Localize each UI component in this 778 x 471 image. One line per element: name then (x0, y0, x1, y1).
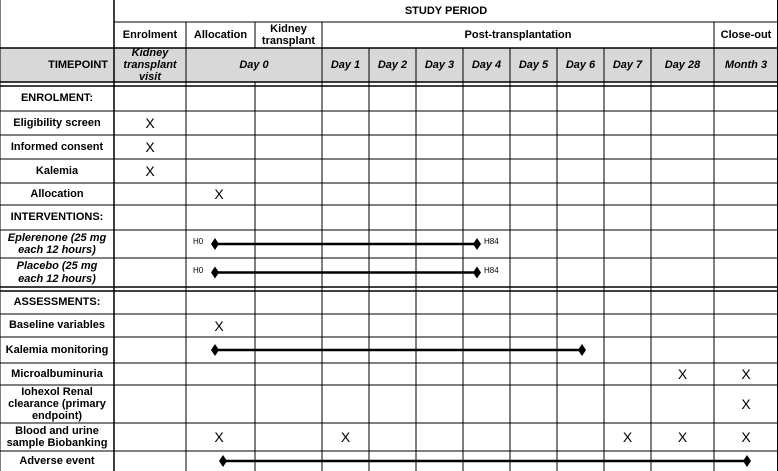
study-period-heading: STUDY PERIOD (404, 4, 488, 17)
eligibility-enrolment-mark: X (145, 115, 155, 131)
timepoint-label: TIMEPOINT (48, 58, 108, 71)
informed-consent-label: Informed consent (10, 140, 104, 153)
biobanking-day28-mark: X (677, 429, 688, 445)
close-out-heading: Close-out (720, 28, 772, 41)
timepoint-day-3: Day 4 (471, 58, 502, 71)
microalbuminuria-label: Microalbuminuria (11, 367, 103, 380)
placebo-bar-start (211, 267, 219, 279)
eligibility-screen-label: Eligibility screen (13, 116, 101, 129)
baseline-day0-mark: X (214, 317, 224, 334)
timepoint-day0: Day 0 (239, 58, 269, 71)
adverse-event-bar-end (743, 455, 751, 467)
blood-urine-biobanking-label: Blood and urine sample Biobanking (6, 424, 108, 449)
kalemia-monitoring-bar-start (211, 344, 219, 356)
iohexol-label: Iohexol Renal clearance (primary endpoint) (8, 385, 106, 423)
timepoint-day-0: Day 1 (330, 58, 361, 71)
biobanking-day7-mark: X (622, 429, 633, 445)
eplerenone-bar-start (211, 238, 219, 250)
kalemia-label: Kalemia (35, 164, 79, 177)
biobanking-month3-mark: X (741, 429, 751, 445)
allocation-day0-mark: X (214, 186, 224, 202)
assessments-section-label: ASSESSMENTS: (13, 296, 101, 309)
baseline-variables-label: Baseline variables (8, 319, 105, 332)
timepoint-day-6: Day 7 (612, 58, 643, 71)
post-transplantation-heading: Post-transplantation (464, 28, 572, 41)
timepoint-day-5: Day 6 (565, 58, 596, 71)
eplerenone-bar-end (473, 238, 481, 250)
eplerenone-h0-label: H0 (193, 237, 204, 246)
placebo-h84-label: H84 (484, 265, 499, 275)
eplerenone-h84-label: H84 (484, 237, 499, 246)
kalemia-enrolment-mark: X (145, 163, 155, 179)
kidney-transplant-heading: Kidney transplant (261, 22, 316, 47)
adverse-event-bar-start (219, 455, 227, 467)
placebo-h0-label: H0 (193, 265, 204, 275)
placebo-bar-end (473, 267, 481, 279)
kalemia-monitoring-label: Kalemia monitoring (5, 343, 109, 356)
enrolment-heading: Enrolment (122, 28, 178, 41)
timepoint-day-8: Month 3 (724, 58, 768, 71)
kalemia-monitoring-bar-end (578, 344, 586, 356)
consent-enrolment-mark: X (145, 139, 155, 155)
timepoint-day-4: Day 5 (518, 58, 549, 71)
adverse-event-label: Adverse event (19, 454, 95, 467)
enrolment-section-label: ENROLMENT: (20, 92, 94, 105)
timepoint-day-7: Day 28 (664, 58, 701, 71)
timepoint-kidney-transplant-visit: Kidney transplant visit (123, 46, 177, 84)
timepoint-day-2: Day 3 (424, 58, 455, 71)
allocation-label: Allocation (30, 187, 84, 200)
biobanking-day0-mark: X (214, 429, 224, 445)
eplerenone-label: Eplerenone (25 mg each 12 hours) (7, 231, 107, 256)
interventions-section-label: INTERVENTIONS: (10, 211, 104, 224)
microalbuminuria-day28-mark: X (677, 366, 688, 382)
allocation-heading: Allocation (193, 28, 248, 41)
biobanking-day1-mark: X (340, 429, 351, 445)
microalbuminuria-month3-mark: X (741, 366, 751, 382)
timepoint-day-1: Day 2 (377, 58, 408, 71)
placebo-label: Placebo (25 mg each 12 hours) (16, 260, 98, 285)
iohexol-month3-mark: X (741, 396, 751, 412)
